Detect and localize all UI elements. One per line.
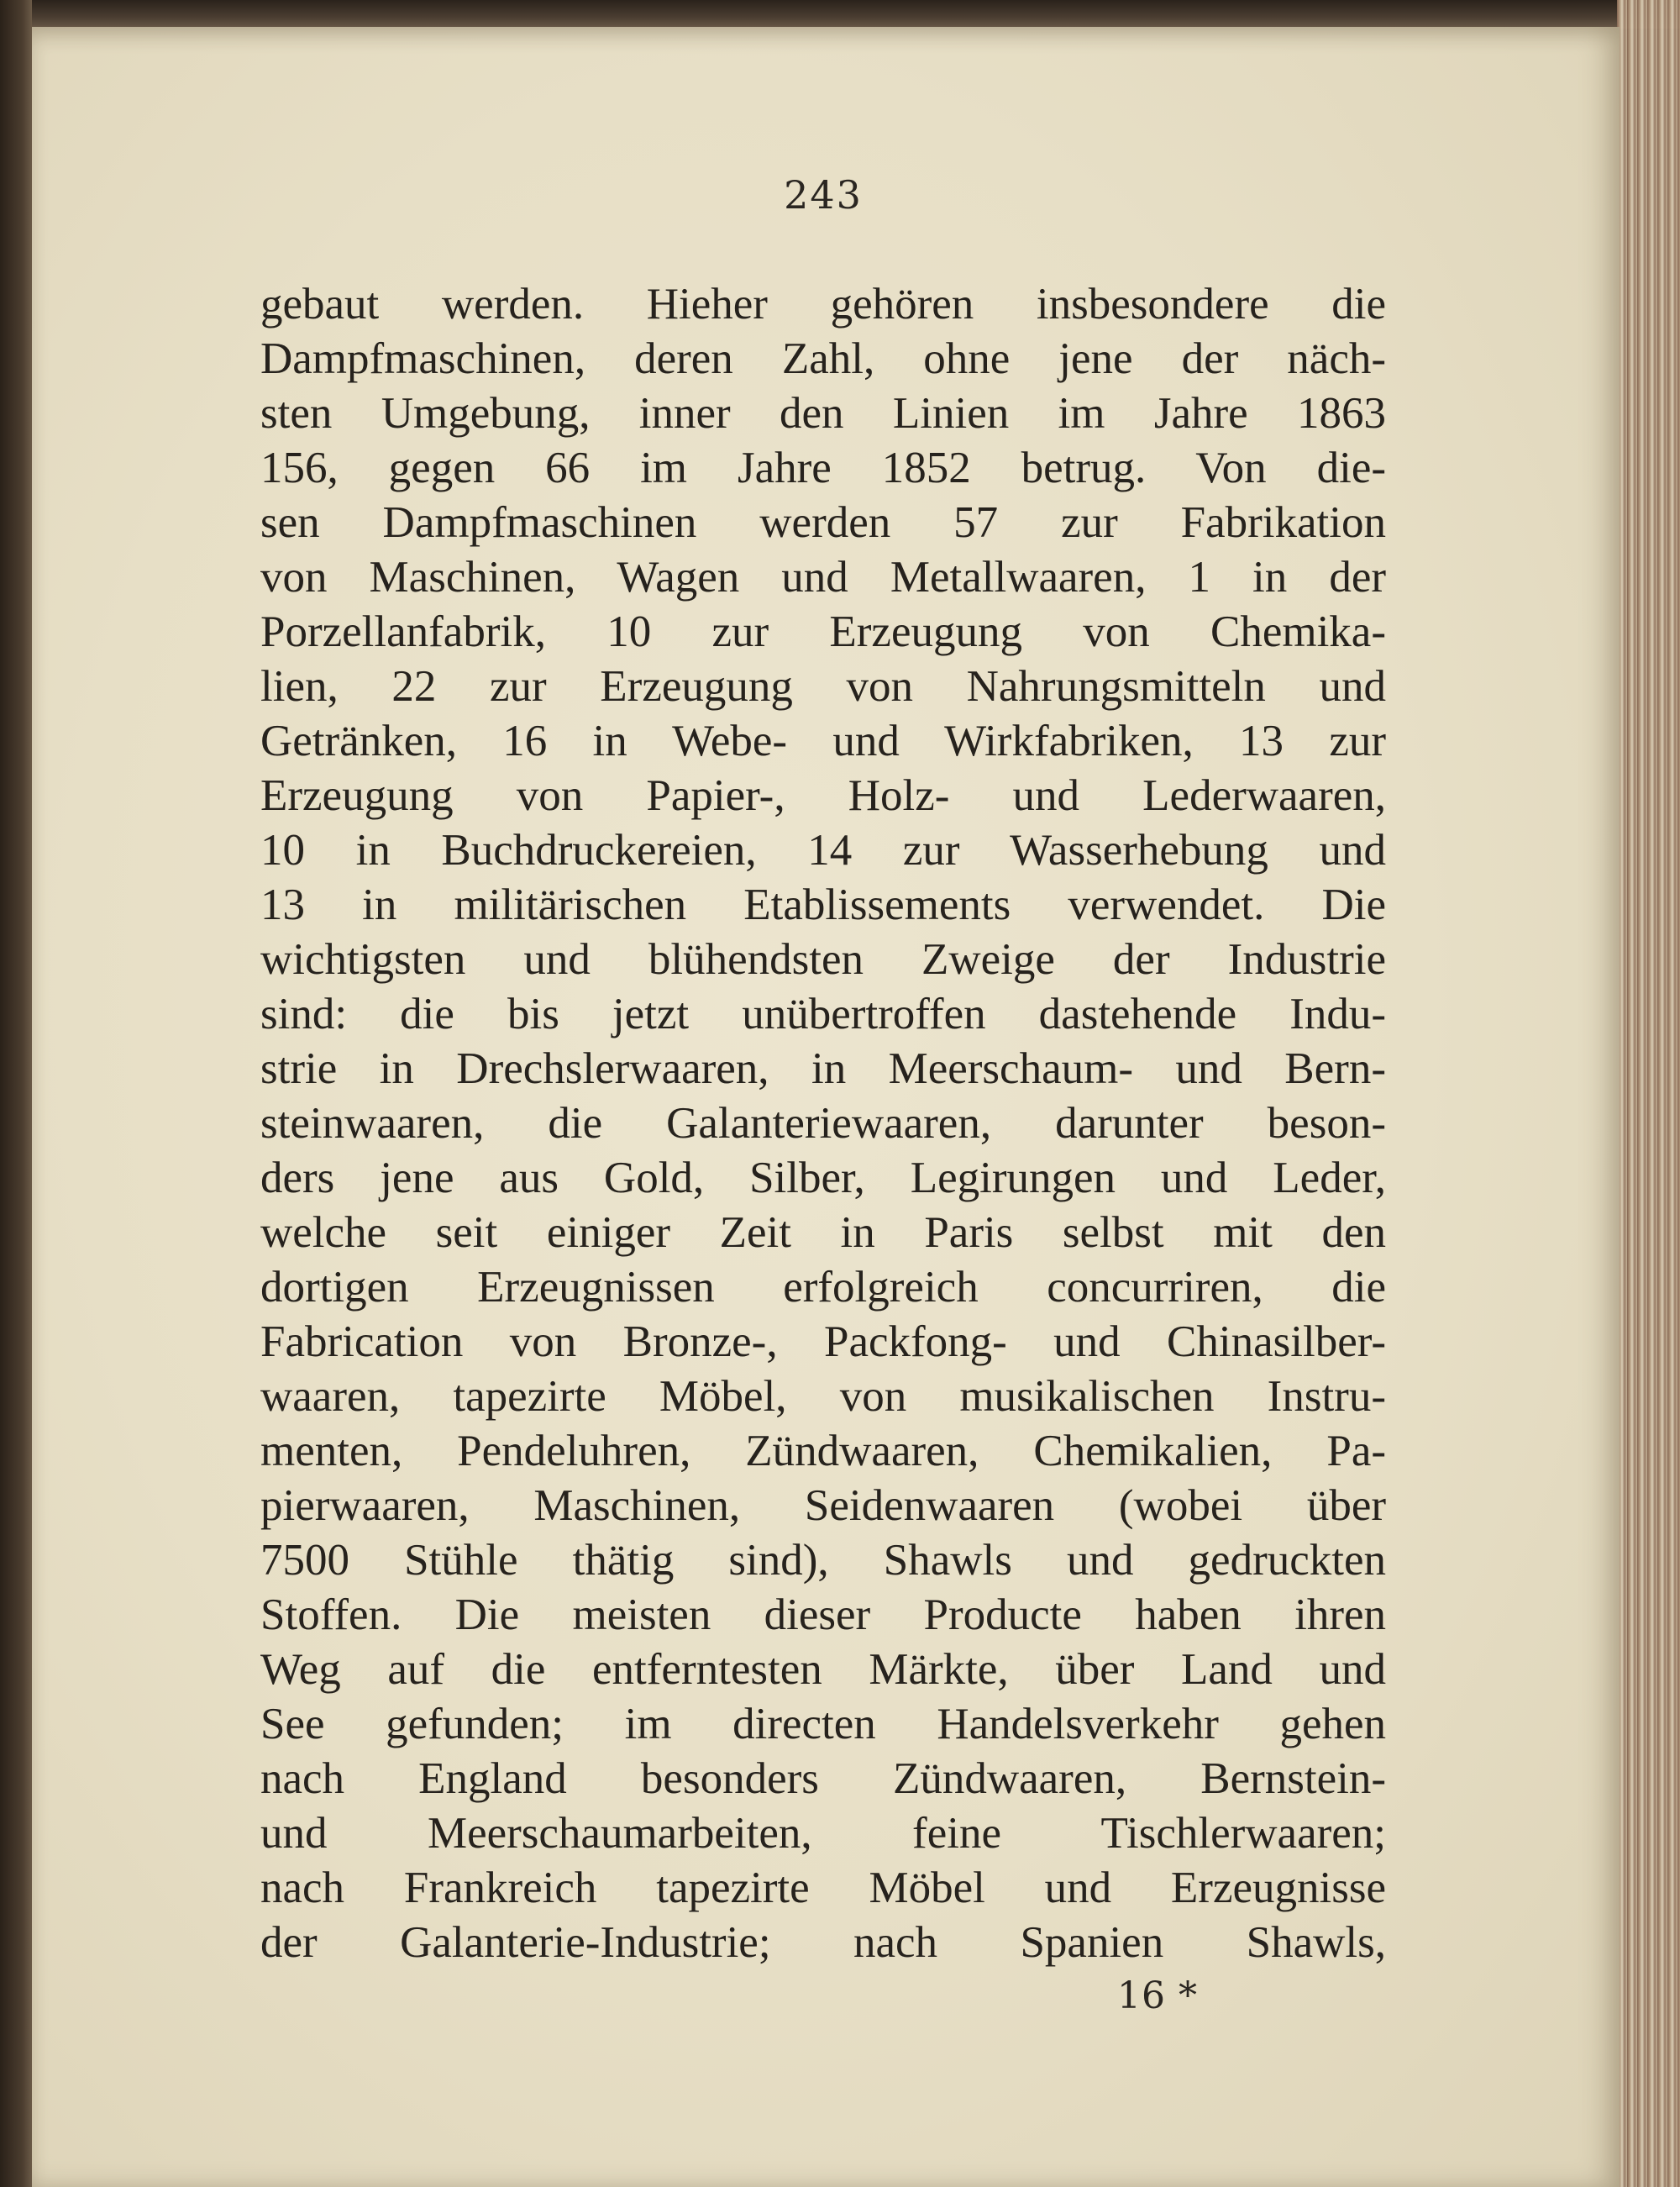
- text-line: Stoffen. Die meisten dieser Producte haben ihren: [260, 1590, 1386, 1639]
- text-line: welche seit einiger Zeit in Paris selbst mit den: [260, 1208, 1386, 1257]
- page-number: 243: [784, 172, 863, 218]
- text-line: strie in Drechslerwaaren, in Meerschaum- und Bern-: [260, 1044, 1386, 1093]
- signature-mark: 16 *: [1117, 1974, 1198, 2017]
- text-line: sen Dampfmaschinen werden 57 zur Fabrikation: [260, 498, 1386, 547]
- text-line: 7500 Stühle thätig sind), Shawls und gedruckten: [260, 1536, 1386, 1585]
- text-line: lien, 22 zur Erzeugung von Nahrungsmitteln und: [260, 662, 1386, 711]
- page-stack-edge: [1617, 0, 1680, 2187]
- scan-top-edge: [0, 0, 1680, 29]
- text-line: gebaut werden. Hieher gehören insbesondere die: [260, 280, 1386, 329]
- book-binding-edge: [0, 0, 32, 2187]
- text-line: 156, gegen 66 im Jahre 1852 betrug. Von die-: [260, 444, 1386, 492]
- text-line: der Galanterie-Industrie; nach Spanien Shawls,: [260, 1918, 1386, 1967]
- text-line: und Meerschaumarbeiten, feine Tischlerwaaren;: [260, 1809, 1386, 1858]
- text-line: See gefunden; im directen Handelsverkehr gehen: [260, 1700, 1386, 1748]
- text-line: Fabrication von Bronze-, Packfong- und Chinasilber-: [260, 1317, 1386, 1366]
- text-line: Erzeugung von Papier-, Holz- und Lederwaaren,: [260, 771, 1386, 820]
- text-line: Dampfmaschinen, deren Zahl, ohne jene der näch-: [260, 334, 1386, 383]
- text-line: Getränken, 16 in Webe- und Wirkfabriken, 13 zur: [260, 717, 1386, 765]
- text-line: sten Umgebung, inner den Linien im Jahre 1863: [260, 389, 1386, 438]
- text-line: 13 in militärischen Etablissements verwendet. Die: [260, 881, 1386, 929]
- text-line: Porzellanfabrik, 10 zur Erzeugung von Chemika-: [260, 607, 1386, 656]
- text-line: waaren, tapezirte Möbel, von musikalischen Instru-: [260, 1372, 1386, 1421]
- text-line: sind: die bis jetzt unübertroffen dastehende Indu-: [260, 990, 1386, 1038]
- text-line: wichtigsten und blühendsten Zweige der Industrie: [260, 935, 1386, 984]
- text-line: von Maschinen, Wagen und Metallwaaren, 1 in der: [260, 553, 1386, 602]
- text-line: dortigen Erzeugnissen erfolgreich concurriren, die: [260, 1263, 1386, 1312]
- text-line: 10 in Buchdruckereien, 14 zur Wasserhebung und: [260, 826, 1386, 875]
- text-line: nach England besonders Zündwaaren, Bernstein-: [260, 1754, 1386, 1803]
- text-line: nach Frankreich tapezirte Möbel und Erzeugnisse: [260, 1864, 1386, 1912]
- text-line: Weg auf die entferntesten Märkte, über Land und: [260, 1645, 1386, 1694]
- body-text: [260, 277, 1386, 1970]
- text-line: ders jene aus Gold, Silber, Legirungen und Leder,: [260, 1154, 1386, 1202]
- text-line: steinwaaren, die Galanteriewaaren, darunter beson-: [260, 1099, 1386, 1148]
- text-line: menten, Pendeluhren, Zündwaaren, Chemikalien, Pa-: [260, 1427, 1386, 1475]
- text-line: pierwaaren, Maschinen, Seidenwaaren (wobei über: [260, 1481, 1386, 1530]
